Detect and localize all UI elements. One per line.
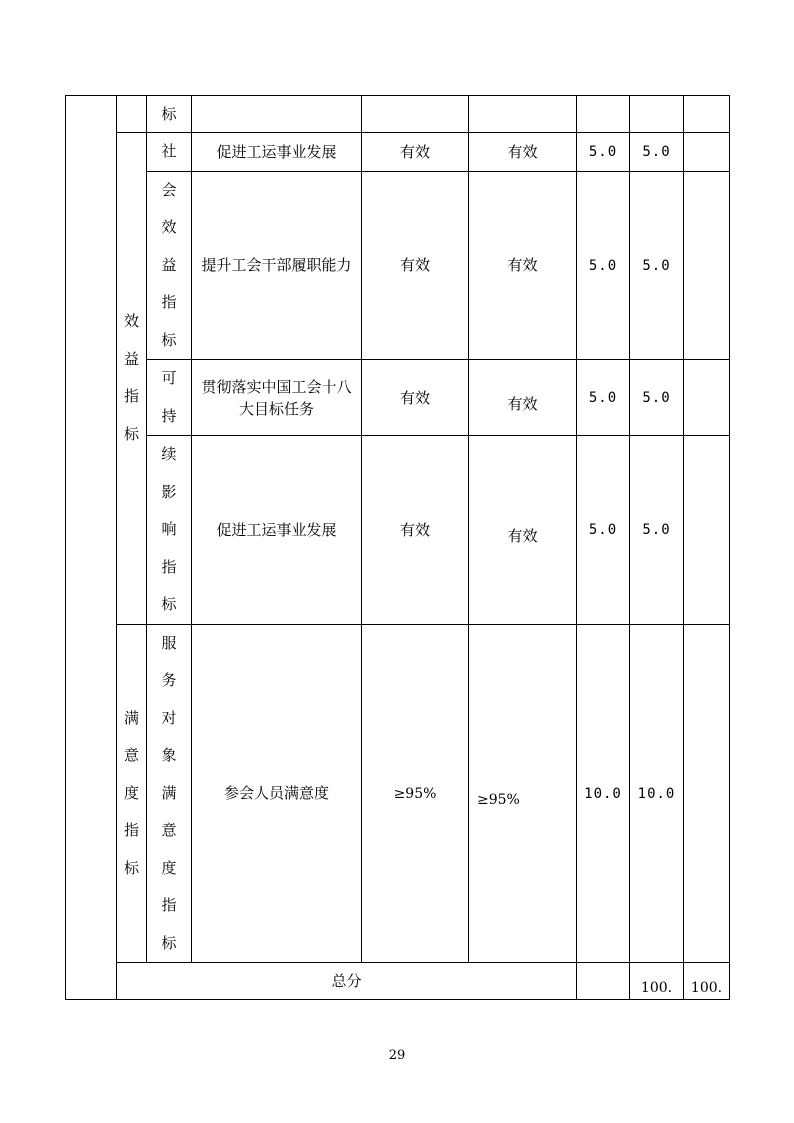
subcategory-cell: 标 bbox=[147, 96, 192, 133]
subcategory-label: 服务对象满意度指标 bbox=[161, 633, 177, 952]
level2-category-cell bbox=[117, 96, 147, 133]
score-cell: 5.0 bbox=[630, 171, 684, 360]
score-cell: 5.0 bbox=[630, 360, 684, 436]
table-row bbox=[66, 436, 730, 625]
subcategory-cell bbox=[147, 171, 192, 360]
table-row bbox=[66, 133, 730, 172]
target-cell: 有效 bbox=[362, 436, 469, 625]
remark-cell bbox=[684, 171, 730, 360]
total-row bbox=[66, 963, 730, 1000]
target-cell: 有效 bbox=[362, 171, 469, 360]
actual-cell: 有效 bbox=[469, 436, 577, 625]
weight-cell: 5.0 bbox=[577, 171, 630, 360]
total-weight-cell: 100. bbox=[630, 963, 684, 1000]
target-cell: 有效 bbox=[362, 360, 469, 436]
score-cell: 5.0 bbox=[630, 436, 684, 625]
level1-category-cell bbox=[66, 96, 117, 1000]
indicator-cell: 促进工运事业发展 bbox=[192, 133, 362, 172]
actual-cell: ≥95% bbox=[469, 624, 577, 963]
score-cell: 10.0 bbox=[630, 624, 684, 963]
remark-cell bbox=[684, 360, 730, 436]
category-label: 满意度指标 bbox=[123, 708, 139, 877]
score-cell: 5.0 bbox=[630, 133, 684, 172]
table-row bbox=[66, 171, 730, 360]
table-row bbox=[66, 96, 730, 133]
subcategory-label: 续影响指标 bbox=[161, 445, 177, 613]
subcategory-cell bbox=[147, 360, 192, 436]
indicator-cell: 促进工运事业发展 bbox=[192, 436, 362, 625]
weight-cell: 5.0 bbox=[577, 360, 630, 436]
total-score-cell: 100. bbox=[684, 963, 730, 1000]
subcategory-cell bbox=[147, 436, 192, 625]
table-row bbox=[66, 624, 730, 963]
subcategory-cell bbox=[147, 133, 192, 172]
category-cell bbox=[117, 133, 147, 625]
subcategory-cell bbox=[147, 624, 192, 963]
indicator-cell: 提升工会干部履职能力 bbox=[192, 171, 362, 360]
actual-cell: 有效 bbox=[469, 360, 577, 436]
indicator-cell: 贯彻落实中国工会十八大目标任务 bbox=[192, 360, 362, 436]
weight-cell: 10.0 bbox=[577, 624, 630, 963]
table-row bbox=[66, 360, 730, 436]
total-label-cell: 总分 bbox=[117, 963, 577, 1000]
target-cell: 有效 bbox=[362, 133, 469, 172]
subcategory-label: 会效益指标 bbox=[161, 180, 177, 349]
category-cell bbox=[117, 624, 147, 963]
remark-cell bbox=[684, 133, 730, 172]
performance-table bbox=[65, 95, 730, 1000]
weight-cell: 5.0 bbox=[577, 133, 630, 172]
weight-cell: 5.0 bbox=[577, 436, 630, 625]
remark-cell bbox=[684, 624, 730, 963]
indicator-cell: 参会人员满意度 bbox=[192, 624, 362, 963]
subcategory-label: 社 bbox=[161, 142, 177, 160]
actual-cell: 有效 bbox=[469, 133, 577, 172]
subcategory-label: 可持 bbox=[161, 369, 177, 425]
page-number: 29 bbox=[388, 1048, 406, 1063]
category-label: 效益指标 bbox=[123, 312, 139, 443]
actual-cell: 有效 bbox=[469, 171, 577, 360]
remark-cell bbox=[684, 436, 730, 625]
target-cell: ≥95% bbox=[362, 624, 469, 963]
